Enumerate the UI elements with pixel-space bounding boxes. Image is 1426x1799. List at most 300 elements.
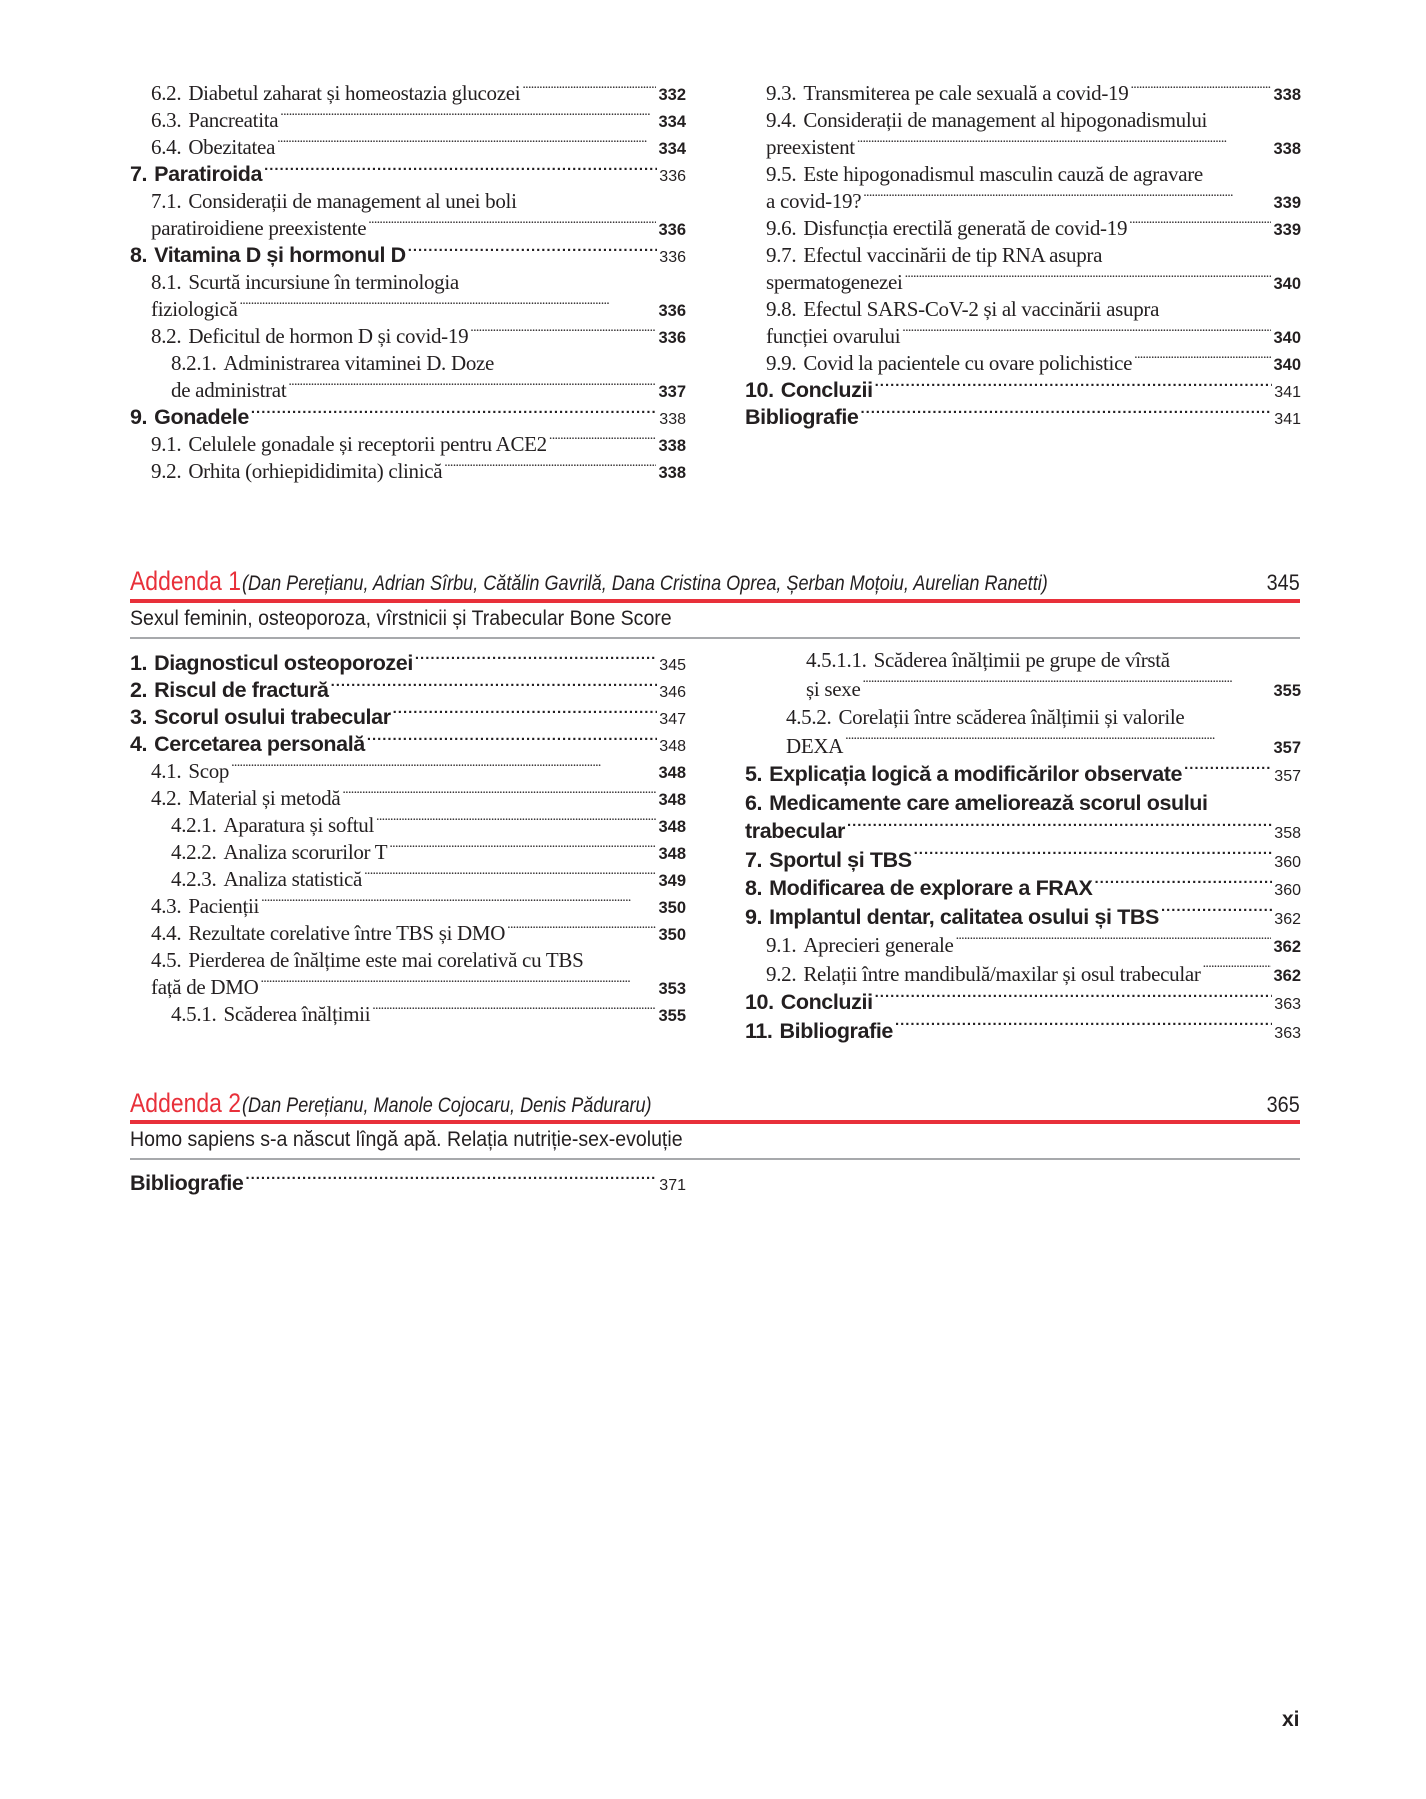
entry-title — [766, 350, 1132, 377]
entry-text: Celulele gonadale și receptorii pentru ACE2 — [188, 432, 547, 456]
toc-entry[interactable] — [130, 920, 686, 947]
entry-text: Efectul vaccinării de tip RNA asupra — [803, 243, 1103, 267]
entry-text-continuation: preexistent — [766, 135, 855, 159]
entry-page: 338 — [659, 411, 686, 428]
entry-number: 9. — [130, 405, 148, 429]
leader-dots — [914, 851, 1273, 867]
entry-text: Considerații de management al hipogonadismului — [803, 108, 1208, 132]
entry-page: 348 — [658, 818, 686, 836]
entry-title — [745, 1017, 893, 1046]
leader-dots — [408, 246, 658, 262]
toc-entry[interactable] — [745, 789, 1301, 818]
entry-title — [806, 646, 1170, 675]
entry-title — [171, 812, 374, 839]
addenda-1-authors: (Dan Perețianu, Adrian Sîrbu, Cătălin Gavrilă, Dana Cristina Oprea, Șerban Moțoiu, Aurelian Ranetti) — [242, 572, 1048, 595]
entry-text-continuation: față de DMO — [151, 975, 259, 999]
entry-page: 358 — [1274, 825, 1301, 842]
entry-page: 332 — [658, 86, 686, 104]
leader-dots — [895, 1022, 1272, 1038]
entry-text: Efectul SARS-CoV-2 și al vaccinării asupra — [803, 297, 1160, 321]
toc-entry[interactable] — [130, 839, 686, 866]
toc-entry-continuation — [745, 188, 1301, 215]
toc-entry[interactable] — [745, 215, 1301, 242]
entry-text-continuation: de administrat — [171, 378, 287, 402]
page-number: xi — [1282, 1708, 1300, 1731]
entry-text: Analiza scorurilor T — [223, 840, 388, 864]
toc-entry-continuation — [745, 269, 1301, 296]
entry-page: 340 — [1273, 329, 1301, 347]
entry-text: Aprecieri generale — [803, 933, 954, 957]
leader-dots — [522, 84, 656, 100]
toc-entry[interactable] — [745, 404, 1301, 431]
entry-text-continuation: a covid-19? — [766, 189, 862, 213]
addenda-2-authors: (Dan Perețianu, Manole Cojocaru, Denis Păduraru) — [242, 1094, 652, 1117]
entry-page: 360 — [1274, 882, 1301, 899]
leader-dots — [364, 870, 656, 886]
entry-text: Orhita (orhiepididimita) clinică — [188, 459, 443, 483]
toc-top-right — [745, 80, 1301, 431]
addenda-2-grey-rule — [130, 1158, 1300, 1160]
entry-number: 4.3. — [151, 894, 182, 918]
leader-dots — [845, 737, 1271, 753]
entry-number: 4.5. — [151, 948, 182, 972]
entry-number: 8. — [745, 876, 763, 900]
entry-title — [151, 107, 278, 134]
entry-page: 362 — [1273, 966, 1301, 985]
entry-text: Covid la pacientele cu ovare polichistice — [803, 351, 1133, 375]
entry-text: Vitamina D și hormonul D — [154, 243, 406, 267]
addenda-1-page: 345 — [1266, 570, 1300, 595]
entry-title — [130, 1170, 243, 1197]
entry-text: Scurtă incursiune în terminologia — [188, 270, 459, 294]
leader-dots — [280, 111, 656, 127]
entry-title — [151, 269, 459, 296]
leader-dots — [264, 165, 657, 181]
entry-number: 8. — [130, 243, 148, 267]
entry-page: 336 — [659, 249, 686, 266]
leader-dots — [1095, 879, 1273, 895]
entry-title — [151, 785, 340, 812]
toc-entry[interactable] — [745, 988, 1301, 1017]
leader-dots — [261, 978, 657, 994]
entry-text: Rezultate corelative între TBS și DMO — [188, 921, 506, 945]
entry-title — [766, 960, 1201, 989]
entry-page: 336 — [659, 168, 686, 185]
entry-number: 7. — [745, 847, 763, 872]
entry-page: 340 — [1273, 356, 1301, 374]
addenda-2-red-rule — [130, 1120, 1300, 1124]
addenda-1-title: Addenda 1 — [130, 566, 242, 596]
toc-entry[interactable] — [130, 107, 686, 134]
toc-entry[interactable] — [745, 646, 1301, 675]
entry-page: 336 — [658, 221, 686, 239]
entry-number: 4.5.1. — [171, 1002, 217, 1026]
toc-entry[interactable] — [130, 677, 686, 704]
toc-entry[interactable] — [130, 188, 686, 215]
toc-entry[interactable] — [745, 1017, 1301, 1046]
leader-dots — [956, 936, 1272, 952]
leader-dots — [389, 843, 656, 859]
entry-text: Riscul de fractură — [154, 678, 329, 702]
toc-entry-continuation — [745, 732, 1301, 761]
toc-entry[interactable] — [130, 242, 686, 269]
entry-text: Concluzii — [780, 378, 873, 402]
toc-entry[interactable] — [130, 758, 686, 785]
entry-title — [766, 215, 1127, 242]
entry-number: 7.1. — [151, 189, 182, 213]
leader-dots — [393, 708, 658, 724]
toc-addenda-1-left — [130, 650, 686, 1028]
toc-top-left — [130, 80, 686, 485]
entry-title — [171, 839, 387, 866]
toc-entry-continuation — [745, 323, 1301, 350]
entry-page: 334 — [658, 113, 686, 131]
toc-entry-continuation — [130, 377, 686, 404]
entry-text: Bibliografie — [779, 1018, 893, 1043]
entry-text: Diabetul zaharat și homeostazia glucozei — [188, 81, 521, 105]
entry-number: 4. — [130, 732, 148, 756]
leader-dots — [240, 300, 657, 316]
entry-text: Analiza statistică — [223, 867, 363, 891]
entry-number: 1. — [130, 651, 148, 675]
entry-number: 6. — [745, 790, 763, 815]
entry-page: 353 — [658, 980, 686, 998]
leader-dots — [368, 219, 656, 235]
toc-entry[interactable] — [130, 323, 686, 350]
entry-title — [130, 650, 413, 677]
entry-page: 338 — [658, 464, 686, 482]
entry-number: 9.4. — [766, 108, 797, 132]
toc-entry[interactable] — [130, 785, 686, 812]
entry-text: Gonadele — [154, 405, 249, 429]
entry-text: Concluzii — [780, 990, 873, 1014]
entry-number: 8.1. — [151, 270, 182, 294]
leader-dots — [902, 327, 1271, 343]
leader-dots — [860, 408, 1272, 424]
entry-number: 4.2.1. — [171, 813, 217, 837]
leader-dots — [507, 924, 656, 940]
entry-title — [766, 161, 1203, 188]
entry-page: 345 — [659, 657, 686, 674]
entry-number: 9.1. — [766, 933, 797, 957]
leader-dots — [857, 138, 1272, 154]
entry-page: 336 — [658, 329, 686, 347]
entry-title — [786, 703, 1184, 732]
entry-title — [151, 458, 442, 485]
entry-title — [151, 758, 229, 785]
entry-page: 337 — [658, 383, 686, 401]
entry-text-continuation: paratiroidiene preexistente — [151, 216, 367, 240]
leader-dots — [372, 1005, 656, 1021]
leader-dots — [331, 681, 658, 697]
leader-dots — [342, 789, 656, 805]
toc-entry-continuation — [745, 134, 1301, 161]
leader-dots — [251, 408, 657, 424]
entry-title — [171, 1001, 370, 1028]
entry-text: Relații între mandibulă/maxilar și osul trabecular — [803, 961, 1201, 986]
entry-number: 9. — [745, 904, 763, 929]
entry-title — [130, 704, 391, 731]
toc-entry[interactable] — [745, 242, 1301, 269]
entry-text: Considerații de management al unei boli — [188, 189, 517, 213]
entry-title — [745, 760, 1182, 789]
entry-number: 6.3. — [151, 108, 182, 132]
toc-entry[interactable] — [130, 458, 686, 485]
entry-title — [766, 242, 1102, 269]
entry-title — [151, 323, 468, 350]
entry-number: 4.2.2. — [171, 840, 217, 864]
entry-text: Scop — [188, 759, 230, 783]
toc-entry[interactable] — [130, 731, 686, 758]
entry-title — [745, 988, 873, 1017]
entry-text: Disfuncția erectilă generată de covid-19 — [803, 216, 1128, 240]
toc-entry[interactable] — [130, 866, 686, 893]
leader-dots — [367, 735, 657, 751]
toc-entry[interactable] — [130, 947, 686, 974]
toc-entry[interactable] — [130, 350, 686, 377]
entry-text: Implantul dentar, calitatea osului și TBS — [769, 904, 1159, 929]
leader-dots — [549, 435, 657, 451]
addenda-1-header — [130, 566, 1300, 597]
entry-title — [151, 80, 520, 107]
entry-number: 9.5. — [766, 162, 797, 186]
entry-number: 9.2. — [151, 459, 182, 483]
entry-text: Este hipogonadismul masculin cauză de agravare — [803, 162, 1203, 186]
entry-page: 363 — [1274, 996, 1301, 1013]
leader-dots — [875, 381, 1273, 397]
entry-title — [745, 789, 1208, 818]
entry-number: 10. — [745, 378, 774, 402]
toc-entry[interactable] — [130, 161, 686, 188]
leader-dots — [261, 897, 656, 913]
entry-page: 362 — [1273, 938, 1301, 956]
toc-entry[interactable] — [745, 874, 1301, 903]
entry-number: 9.6. — [766, 216, 797, 240]
leader-dots — [1184, 765, 1272, 781]
leader-dots — [1130, 84, 1271, 100]
toc-entry[interactable] — [745, 903, 1301, 932]
entry-text: Deficitul de hormon D și covid-19 — [188, 324, 469, 348]
entry-text: Diagnosticul osteoporozei — [154, 651, 413, 675]
entry-number: 4.5.1.1. — [806, 648, 867, 672]
entry-title — [130, 404, 249, 431]
toc-entry-continuation — [745, 675, 1301, 704]
toc-addenda-2-left — [130, 1170, 686, 1197]
entry-text-continuation: DEXA — [786, 733, 844, 758]
entry-number: 11. — [745, 1018, 773, 1043]
entry-page: 341 — [1274, 384, 1301, 401]
entry-page: 371 — [659, 1177, 686, 1194]
entry-text-continuation: spermatogenezei — [766, 270, 903, 294]
entry-text: Modificarea de explorare a FRAX — [769, 876, 1093, 900]
toc-entry[interactable] — [130, 704, 686, 731]
entry-title — [151, 947, 583, 974]
entry-text: Administrarea vitaminei D. Doze — [223, 351, 495, 375]
entry-number: 9.9. — [766, 351, 797, 375]
entry-page: 338 — [1273, 140, 1301, 158]
entry-text: Cercetarea personală — [154, 732, 365, 756]
toc-entry[interactable] — [745, 107, 1301, 134]
entry-number: 4.5.2. — [786, 705, 832, 729]
entry-text: Scăderea înălțimii pe grupe de vîrstă — [873, 648, 1170, 672]
toc-entry[interactable] — [130, 650, 686, 677]
entry-title — [130, 677, 329, 704]
leader-dots — [415, 654, 657, 670]
entry-number: 4.2. — [151, 786, 182, 810]
toc-entry[interactable] — [745, 377, 1301, 404]
entry-page: 348 — [658, 764, 686, 782]
entry-number: 9.3. — [766, 81, 797, 105]
entry-text: Transmiterea pe cale sexuală a covid-19 — [803, 81, 1129, 105]
entry-text: Bibliografie — [745, 405, 859, 429]
toc-entry[interactable] — [130, 269, 686, 296]
entry-page: 338 — [658, 437, 686, 455]
toc-entry[interactable] — [745, 350, 1301, 377]
entry-title — [130, 731, 365, 758]
entry-title — [151, 134, 275, 161]
entry-title — [766, 107, 1207, 134]
leader-dots — [376, 816, 656, 832]
entry-page: 357 — [1274, 768, 1301, 785]
leader-dots — [1203, 965, 1272, 981]
toc-entry[interactable] — [130, 134, 686, 161]
entry-text-continuation: și sexe — [806, 676, 861, 701]
entry-number: 6.4. — [151, 135, 182, 159]
entry-text: Scăderea înălțimii — [223, 1002, 371, 1026]
leader-dots — [444, 462, 656, 478]
entry-title — [151, 188, 517, 215]
entry-number: 4.1. — [151, 759, 182, 783]
entry-number: 9.1. — [151, 432, 182, 456]
entry-text: Pancreatita — [188, 108, 279, 132]
entry-title — [766, 296, 1159, 323]
toc-entry[interactable] — [130, 1001, 686, 1028]
entry-page: 341 — [1274, 411, 1301, 428]
toc-entry-continuation — [745, 817, 1301, 846]
entry-page: 340 — [1273, 275, 1301, 293]
entry-number: 2. — [130, 678, 148, 702]
entry-text-continuation: fiziologică — [151, 297, 238, 321]
toc-entry[interactable] — [745, 960, 1301, 989]
entry-number: 10. — [745, 990, 774, 1014]
entry-page: 360 — [1274, 853, 1301, 871]
addenda-1-red-rule — [130, 599, 1300, 603]
leader-dots — [277, 138, 656, 154]
entry-text-continuation: trabecular — [745, 819, 845, 843]
entry-page: 349 — [658, 872, 686, 890]
addenda-1-subtitle: Sexul feminin, osteoporoza, vîrstnicii și Trabecular Bone Score — [130, 607, 672, 630]
entry-page: 348 — [658, 791, 686, 809]
entry-page: 362 — [1274, 910, 1301, 928]
toc-entry[interactable] — [130, 812, 686, 839]
entry-text-continuation: funcției ovarului — [766, 324, 901, 348]
toc-entry[interactable] — [745, 931, 1301, 960]
entry-number: 3. — [130, 705, 148, 729]
entry-page: 339 — [1273, 194, 1301, 212]
addenda-2-header — [130, 1088, 1300, 1119]
toc-entry[interactable] — [745, 161, 1301, 188]
entry-page: 355 — [1273, 681, 1301, 700]
entry-title — [745, 846, 912, 875]
entry-text: Explicația logică a modificărilor observate — [769, 762, 1183, 786]
entry-page: 346 — [659, 684, 686, 701]
toc-entry[interactable] — [130, 431, 686, 458]
entry-title — [151, 920, 505, 947]
entry-text: Obezitatea — [188, 135, 276, 159]
leader-dots — [905, 273, 1272, 289]
addenda-2-title: Addenda 2 — [130, 1088, 242, 1118]
entry-title — [745, 874, 1093, 903]
entry-page: 339 — [1273, 221, 1301, 239]
entry-title — [171, 866, 362, 893]
entry-text: Scorul osului trabecular — [154, 705, 391, 729]
addenda-2-subtitle: Homo sapiens s-a născut lîngă apă. Relația nutriție-sex-evoluție — [130, 1128, 683, 1151]
entry-page: 350 — [658, 926, 686, 944]
toc-entry[interactable] — [745, 703, 1301, 732]
entry-text: Medicamente care ameliorează scorul osului — [769, 790, 1208, 815]
entry-text: Aparatura și softul — [223, 813, 375, 837]
entry-number: 4.4. — [151, 921, 182, 945]
entry-title — [766, 931, 954, 960]
leader-dots — [847, 822, 1272, 838]
toc-entry[interactable] — [745, 760, 1301, 789]
toc-entry-continuation — [130, 296, 686, 323]
entry-number: 7. — [130, 162, 148, 186]
toc-entry[interactable] — [130, 1170, 686, 1197]
addenda-2-page: 365 — [1266, 1092, 1300, 1117]
entry-page: 347 — [659, 711, 686, 728]
entry-page: 348 — [659, 738, 686, 755]
entry-number: 6.2. — [151, 81, 182, 105]
entry-title — [766, 80, 1128, 107]
toc-addenda-1-right — [745, 646, 1301, 1045]
entry-title — [171, 350, 494, 377]
toc-entry[interactable] — [130, 404, 686, 431]
toc-entry[interactable] — [745, 296, 1301, 323]
entry-number: 9.8. — [766, 297, 797, 321]
entry-page: 363 — [1274, 1024, 1301, 1042]
entry-title — [745, 377, 873, 404]
entry-number: 4.2.3. — [171, 867, 217, 891]
entry-text: Corelații între scăderea înălțimii și valorile — [838, 705, 1185, 729]
entry-text: Bibliografie — [130, 1171, 244, 1195]
entry-title — [745, 404, 858, 431]
entry-title — [130, 161, 262, 188]
entry-page: 357 — [1273, 738, 1301, 757]
leader-dots — [288, 381, 656, 397]
entry-title — [130, 242, 406, 269]
entry-title — [151, 893, 259, 920]
leader-dots — [245, 1174, 657, 1190]
leader-dots — [875, 993, 1273, 1009]
toc-entry[interactable] — [745, 846, 1301, 875]
toc-entry[interactable] — [130, 80, 686, 107]
entry-page: 338 — [1273, 86, 1301, 104]
leader-dots — [1161, 908, 1272, 924]
entry-text: Pierderea de înălțime este mai corelativă cu TBS — [188, 948, 584, 972]
entry-page: 350 — [658, 899, 686, 917]
entry-number: 8.2. — [151, 324, 182, 348]
leader-dots — [863, 192, 1271, 208]
entry-text: Material și metodă — [188, 786, 341, 810]
addenda-1-grey-rule — [130, 637, 1300, 639]
entry-page: 348 — [658, 845, 686, 863]
toc-entry[interactable] — [130, 893, 686, 920]
toc-entry[interactable] — [745, 80, 1301, 107]
entry-number: 8.2.1. — [171, 351, 217, 375]
entry-page: 334 — [658, 140, 686, 158]
entry-title — [745, 903, 1159, 932]
